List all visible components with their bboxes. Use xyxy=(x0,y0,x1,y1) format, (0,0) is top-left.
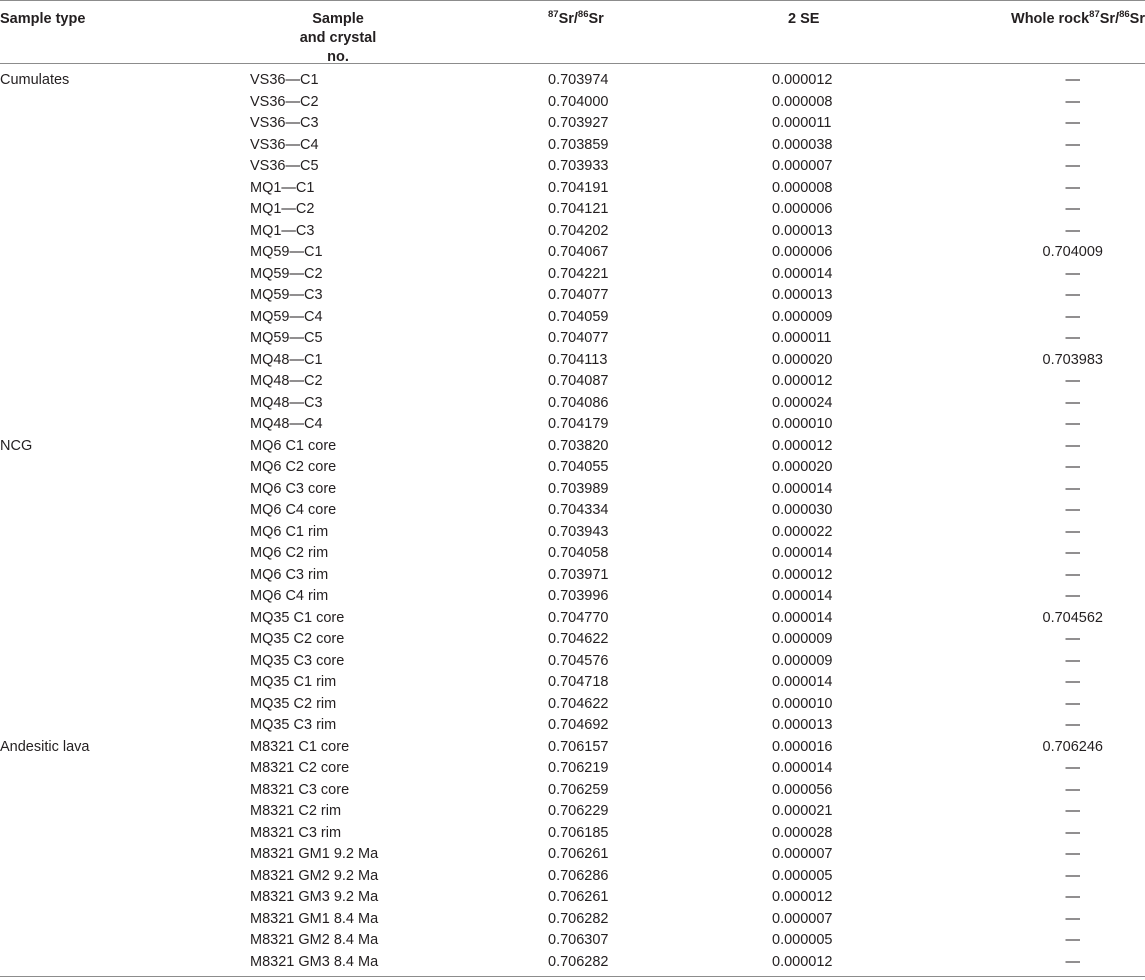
cell-whole-rock: — xyxy=(1065,201,1080,217)
header-ratio-sr-end: Sr xyxy=(588,11,604,27)
header-2se: 2 SE xyxy=(788,11,820,27)
cell-sr-ratio: 0.706307 xyxy=(548,932,609,948)
cell-2se: 0.000009 xyxy=(772,652,833,669)
cell-whole-rock: — xyxy=(1065,932,1080,948)
cell-2se: 0.000007 xyxy=(772,158,833,174)
table-row xyxy=(0,393,1145,415)
cell-2se: 0.000014 xyxy=(772,545,833,561)
cell-sample-crystal: MQ1—C1 xyxy=(250,179,315,196)
cell-whole-rock: — xyxy=(1065,781,1080,798)
header-ratio-sup-87: 87 xyxy=(548,9,559,20)
cell-whole-rock: — xyxy=(1065,760,1080,776)
cell-sample-crystal: VS36—C2 xyxy=(250,93,319,110)
table-row xyxy=(0,651,1145,673)
cell-whole-rock: — xyxy=(1065,115,1080,131)
cell-whole-rock: — xyxy=(1065,502,1080,518)
cell-2se: 0.000022 xyxy=(772,523,833,540)
table-row xyxy=(0,350,1145,372)
cell-sr-ratio: 0.703859 xyxy=(548,136,609,153)
cell-whole-rock: — xyxy=(1065,308,1080,325)
cell-2se: 0.000010 xyxy=(772,416,833,432)
cell-sr-ratio: 0.703933 xyxy=(548,158,609,174)
table-bottom-rule xyxy=(0,976,1145,977)
cell-2se: 0.000014 xyxy=(772,674,833,690)
cell-whole-rock: — xyxy=(1065,222,1080,239)
cell-sample-crystal: MQ48—C1 xyxy=(250,351,323,368)
cell-sample-crystal: M8321 C3 rim xyxy=(250,824,342,841)
cell-whole-rock: — xyxy=(1065,480,1080,497)
table-row xyxy=(0,436,1145,458)
cell-whole-rock: — xyxy=(1065,953,1080,970)
table-row xyxy=(0,199,1145,221)
header-whole-sup-86: 86 xyxy=(1119,9,1130,20)
cell-2se: 0.000012 xyxy=(772,889,833,905)
cell-sample-crystal: MQ6 C1 core xyxy=(250,437,337,454)
cell-whole-rock: — xyxy=(1065,695,1080,712)
cell-sample-crystal: MQ48—C4 xyxy=(250,416,323,432)
cell-2se: 0.000030 xyxy=(772,502,833,518)
cell-sr-ratio: 0.706219 xyxy=(548,760,609,776)
cell-sr-ratio: 0.703927 xyxy=(548,115,609,131)
cell-sample-crystal: MQ6 C3 core xyxy=(250,480,337,497)
cell-sr-ratio: 0.706157 xyxy=(548,738,609,755)
header-whole-sr-end: Sr xyxy=(1129,11,1145,27)
cell-sr-ratio: 0.706229 xyxy=(548,803,609,819)
cell-sr-ratio: 0.704622 xyxy=(548,631,609,647)
table-row xyxy=(0,694,1145,716)
header-sample-line2: and crystal no. xyxy=(299,30,377,65)
cell-whole-rock: — xyxy=(1065,459,1080,475)
cell-sample-crystal: VS36—C1 xyxy=(250,72,319,88)
cell-sr-ratio: 0.704077 xyxy=(548,287,609,303)
cell-sr-ratio: 0.706259 xyxy=(548,781,609,798)
table-row xyxy=(0,672,1145,694)
cell-2se: 0.000006 xyxy=(772,201,833,217)
cell-sample-crystal: M8321 C2 rim xyxy=(250,803,342,819)
cell-sample-crystal: MQ35 C1 rim xyxy=(250,674,337,690)
cell-sr-ratio: 0.703820 xyxy=(548,437,609,454)
table-row xyxy=(0,307,1145,329)
table-row xyxy=(0,242,1145,264)
cell-2se: 0.000013 xyxy=(772,222,833,239)
header-whole-sup-87: 87 xyxy=(1089,9,1100,20)
table-row xyxy=(0,543,1145,565)
cell-sample-crystal: MQ48—C3 xyxy=(250,394,323,411)
cell-2se: 0.000028 xyxy=(772,824,833,841)
cell-whole-rock: 0.704009 xyxy=(1042,244,1103,260)
cell-2se: 0.000012 xyxy=(772,437,833,454)
cell-sr-ratio: 0.704077 xyxy=(548,330,609,346)
table-row xyxy=(0,522,1145,544)
table-header xyxy=(0,0,1145,63)
cell-sr-ratio: 0.706261 xyxy=(548,846,609,862)
table-row xyxy=(0,285,1145,307)
cell-2se: 0.000012 xyxy=(772,953,833,970)
cell-sr-ratio: 0.704059 xyxy=(548,308,609,325)
cell-sample-crystal: M8321 GM3 9.2 Ma xyxy=(250,889,379,905)
cell-whole-rock: — xyxy=(1065,566,1080,583)
cell-2se: 0.000014 xyxy=(772,609,833,626)
table-row xyxy=(0,866,1145,888)
table-row xyxy=(0,758,1145,780)
cell-sample-crystal: MQ6 C3 rim xyxy=(250,566,329,583)
cell-2se: 0.000020 xyxy=(772,351,833,368)
table-row xyxy=(0,113,1145,135)
cell-sample-type: NCG xyxy=(0,437,33,454)
cell-2se: 0.000013 xyxy=(772,717,833,733)
table-row xyxy=(0,264,1145,286)
cell-sample-crystal: MQ59—C3 xyxy=(250,287,323,303)
cell-sample-crystal: MQ6 C1 rim xyxy=(250,523,329,540)
cell-sr-ratio: 0.704058 xyxy=(548,545,609,561)
cell-sr-ratio: 0.704576 xyxy=(548,652,609,669)
cell-sr-ratio: 0.704086 xyxy=(548,394,609,411)
cell-2se: 0.000014 xyxy=(772,480,833,497)
header-whole-rock xyxy=(1011,10,1145,29)
table-row xyxy=(0,586,1145,608)
cell-sr-ratio: 0.704000 xyxy=(548,93,609,110)
cell-sr-ratio: 0.706185 xyxy=(548,824,609,841)
table-row xyxy=(0,909,1145,931)
table-row xyxy=(0,844,1145,866)
cell-2se: 0.000021 xyxy=(772,803,833,819)
cell-whole-rock: — xyxy=(1065,158,1080,174)
table-row xyxy=(0,930,1145,952)
cell-sample-crystal: MQ6 C2 core xyxy=(250,459,337,475)
cell-2se: 0.000011 xyxy=(772,330,832,346)
cell-whole-rock: — xyxy=(1065,910,1080,927)
table-row xyxy=(0,156,1145,178)
cell-sample-crystal: MQ35 C1 core xyxy=(250,609,345,626)
cell-sample-crystal: M8321 GM2 8.4 Ma xyxy=(250,932,379,948)
cell-whole-rock: — xyxy=(1065,717,1080,733)
cell-sample-crystal: VS36—C4 xyxy=(250,136,319,153)
cell-2se: 0.000038 xyxy=(772,136,833,153)
header-ratio-sup-86: 86 xyxy=(577,9,589,20)
cell-sr-ratio: 0.704191 xyxy=(548,179,609,196)
header-sample-crystal xyxy=(288,10,388,67)
cell-whole-rock: — xyxy=(1065,287,1080,303)
table-row xyxy=(0,737,1145,759)
cell-whole-rock: — xyxy=(1065,179,1080,196)
cell-sr-ratio: 0.704692 xyxy=(548,717,609,733)
cell-sr-ratio: 0.703989 xyxy=(548,480,609,497)
cell-whole-rock: — xyxy=(1065,846,1080,862)
table-row xyxy=(0,887,1145,909)
cell-sample-crystal: VS36—C5 xyxy=(250,158,319,174)
header-bottom-rule xyxy=(0,63,1145,64)
cell-sr-ratio: 0.706286 xyxy=(548,867,609,884)
table-row xyxy=(0,500,1145,522)
cell-sr-ratio: 0.704334 xyxy=(548,502,609,518)
cell-2se: 0.000008 xyxy=(772,93,833,110)
cell-whole-rock: 0.703983 xyxy=(1042,351,1103,368)
table-row xyxy=(0,135,1145,157)
cell-sample-type: Andesitic lava xyxy=(0,738,90,755)
cell-sample-crystal: MQ6 C4 core xyxy=(250,502,337,518)
cell-sr-ratio: 0.704718 xyxy=(548,674,609,690)
cell-sample-crystal: M8321 C1 core xyxy=(250,738,350,755)
cell-whole-rock: — xyxy=(1065,545,1080,561)
cell-2se: 0.000005 xyxy=(772,867,833,884)
cell-2se: 0.000006 xyxy=(772,244,833,260)
header-sample-line1: Sample xyxy=(312,11,364,27)
cell-2se: 0.000024 xyxy=(772,394,833,411)
cell-2se: 0.000020 xyxy=(772,459,833,475)
cell-whole-rock: — xyxy=(1065,416,1080,432)
cell-2se: 0.000010 xyxy=(772,695,833,712)
cell-sample-crystal: M8321 GM3 8.4 Ma xyxy=(250,953,379,970)
table-row xyxy=(0,371,1145,393)
cell-2se: 0.000012 xyxy=(772,373,833,389)
cell-sr-ratio: 0.703943 xyxy=(548,523,609,540)
cell-sample-crystal: MQ59—C4 xyxy=(250,308,323,325)
cell-whole-rock: — xyxy=(1065,652,1080,669)
cell-sample-crystal: MQ1—C3 xyxy=(250,222,315,239)
table-row xyxy=(0,780,1145,802)
cell-sr-ratio: 0.704087 xyxy=(548,373,609,389)
cell-sr-ratio: 0.704121 xyxy=(548,201,609,217)
cell-sample-type: Cumulates xyxy=(0,72,70,88)
cell-sr-ratio: 0.703996 xyxy=(548,588,609,604)
cell-whole-rock: — xyxy=(1065,674,1080,690)
cell-2se: 0.000014 xyxy=(772,588,833,604)
cell-sr-ratio: 0.704055 xyxy=(548,459,609,475)
cell-2se: 0.000012 xyxy=(772,566,833,583)
table-row xyxy=(0,952,1145,974)
cell-whole-rock: 0.704562 xyxy=(1042,609,1103,626)
cell-sr-ratio: 0.704113 xyxy=(548,351,608,368)
cell-whole-rock: — xyxy=(1065,93,1080,110)
table-row xyxy=(0,178,1145,200)
table-row xyxy=(0,92,1145,114)
cell-sample-crystal: MQ48—C2 xyxy=(250,373,323,389)
cell-sample-crystal: VS36—C3 xyxy=(250,115,319,131)
cell-2se: 0.000007 xyxy=(772,846,833,862)
cell-sr-ratio: 0.706282 xyxy=(548,910,609,927)
table-row xyxy=(0,629,1145,651)
cell-sample-crystal: MQ35 C3 core xyxy=(250,652,345,669)
cell-sample-crystal: MQ35 C2 core xyxy=(250,631,345,647)
cell-sr-ratio: 0.706261 xyxy=(548,889,609,905)
cell-sample-crystal: MQ6 C2 rim xyxy=(250,545,329,561)
table-row xyxy=(0,414,1145,436)
cell-sample-crystal: MQ6 C4 rim xyxy=(250,588,329,604)
cell-sample-crystal: MQ59—C5 xyxy=(250,330,323,346)
cell-sample-crystal: MQ35 C3 rim xyxy=(250,717,337,733)
cell-sample-crystal: M8321 GM1 9.2 Ma xyxy=(250,846,379,862)
cell-sample-crystal: M8321 C3 core xyxy=(250,781,350,798)
cell-whole-rock: — xyxy=(1065,631,1080,647)
cell-sample-crystal: M8321 GM1 8.4 Ma xyxy=(250,910,379,927)
cell-whole-rock: — xyxy=(1065,72,1080,88)
cell-whole-rock: — xyxy=(1065,889,1080,905)
cell-2se: 0.000014 xyxy=(772,265,833,282)
cell-whole-rock: — xyxy=(1065,523,1080,540)
cell-2se: 0.000012 xyxy=(772,72,833,88)
cell-whole-rock: — xyxy=(1065,394,1080,411)
table-row xyxy=(0,457,1145,479)
cell-whole-rock: — xyxy=(1065,803,1080,819)
cell-sample-crystal: M8321 C2 core xyxy=(250,760,350,776)
cell-sr-ratio: 0.703974 xyxy=(548,72,609,88)
header-sr-ratio xyxy=(548,10,604,29)
cell-2se: 0.000016 xyxy=(772,738,833,755)
cell-2se: 0.000013 xyxy=(772,287,833,303)
cell-whole-rock: — xyxy=(1065,867,1080,884)
cell-2se: 0.000011 xyxy=(772,115,832,131)
table-row xyxy=(0,479,1145,501)
cell-2se: 0.000056 xyxy=(772,781,833,798)
table-body xyxy=(0,70,1145,973)
table-row xyxy=(0,608,1145,630)
cell-whole-rock: — xyxy=(1065,265,1080,282)
header-sample-type: Sample type xyxy=(0,11,86,27)
table-row xyxy=(0,715,1145,737)
cell-whole-rock: — xyxy=(1065,588,1080,604)
cell-whole-rock: — xyxy=(1065,373,1080,389)
cell-sr-ratio: 0.704067 xyxy=(548,244,609,260)
table-row xyxy=(0,328,1145,350)
table-row xyxy=(0,565,1145,587)
cell-2se: 0.000007 xyxy=(772,910,833,927)
cell-whole-rock: — xyxy=(1065,330,1080,346)
cell-sr-ratio: 0.704179 xyxy=(548,416,609,432)
cell-sr-ratio: 0.704202 xyxy=(548,222,609,239)
cell-2se: 0.000014 xyxy=(772,760,833,776)
header-ratio-sr: Sr/ xyxy=(558,11,578,27)
cell-whole-rock: — xyxy=(1065,824,1080,841)
cell-sample-crystal: M8321 GM2 9.2 Ma xyxy=(250,867,379,884)
table-row xyxy=(0,70,1145,92)
cell-sample-crystal: MQ35 C2 rim xyxy=(250,695,337,712)
cell-sr-ratio: 0.704221 xyxy=(548,265,609,282)
cell-sr-ratio: 0.706282 xyxy=(548,953,609,970)
cell-2se: 0.000009 xyxy=(772,308,833,325)
cell-2se: 0.000008 xyxy=(772,179,833,196)
cell-sample-crystal: MQ59—C1 xyxy=(250,244,323,260)
table-row xyxy=(0,823,1145,845)
table-row xyxy=(0,801,1145,823)
header-whole-label: Whole rock xyxy=(1011,11,1090,27)
cell-sr-ratio: 0.704770 xyxy=(548,609,609,626)
cell-sample-crystal: MQ59—C2 xyxy=(250,265,323,282)
cell-whole-rock: — xyxy=(1065,136,1080,153)
cell-2se: 0.000009 xyxy=(772,631,833,647)
cell-2se: 0.000005 xyxy=(772,932,833,948)
header-whole-sr: Sr/ xyxy=(1099,11,1120,27)
cell-sr-ratio: 0.703971 xyxy=(548,566,609,583)
cell-sr-ratio: 0.704622 xyxy=(548,695,609,712)
cell-whole-rock: 0.706246 xyxy=(1042,738,1103,755)
cell-whole-rock: — xyxy=(1065,437,1080,454)
cell-sample-crystal: MQ1—C2 xyxy=(250,201,315,217)
table-row xyxy=(0,221,1145,243)
